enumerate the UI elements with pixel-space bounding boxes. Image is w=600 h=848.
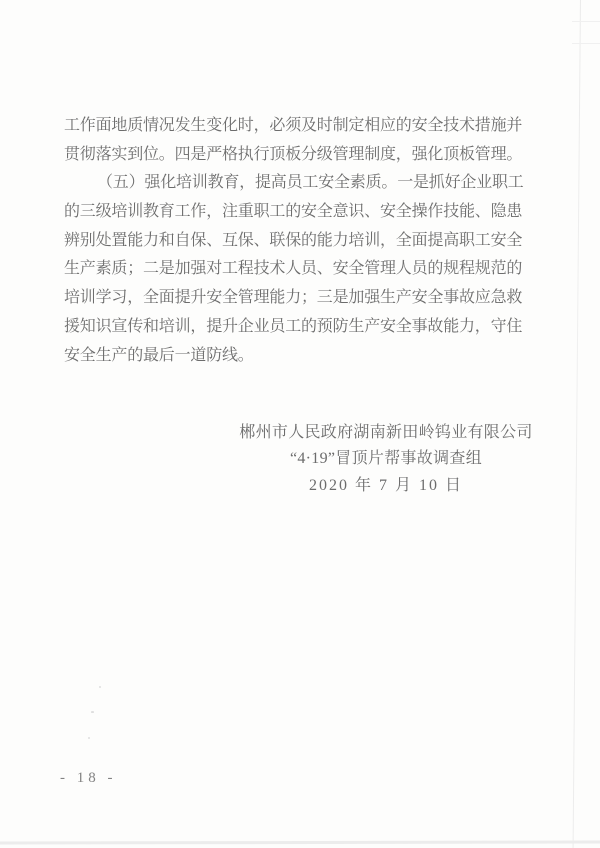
body-line: 的三级培训教育工作，注重职工的安全意识、安全操作技能、隐患 xyxy=(64,203,523,221)
signature-date: 2020 年 7 月 10 日 xyxy=(308,476,463,494)
scan-bottom-edge-line xyxy=(0,840,600,844)
body-line: 辨别处置能力和自保、互保、联保的能力培训，全面提高职工安全 xyxy=(64,231,523,249)
body-line: 援知识宣传和培训，提升企业员工的预防生产安全事故能力，守住 xyxy=(64,317,523,335)
signature-block xyxy=(170,420,600,499)
scan-speck xyxy=(88,737,90,739)
scan-speck xyxy=(91,711,94,713)
signature-investigation-group: “4·19”冒顶片帮事故调查组 xyxy=(289,450,483,468)
document-body xyxy=(64,112,536,370)
body-line: 生产素质；二是加强对工程技术人员、安全管理人员的规程规范的 xyxy=(64,260,523,278)
page-number: - 18 - xyxy=(60,770,117,786)
scan-speck xyxy=(99,686,101,688)
body-line: 安全生产的最后一道防线。 xyxy=(64,346,254,364)
body-line: （五）强化培训教育，提高员工安全素质。一是抓好企业职工 xyxy=(97,174,524,192)
body-line: 贯彻落实到位。四是严格执行顶板分级管理制度，强化顶板管理。 xyxy=(64,145,523,163)
signature-organization: 郴州市人民政府湖南新田岭钨业有限公司 xyxy=(239,424,533,441)
body-line: 工作面地质情况发生变化时，必须及时制定相应的安全技术措施并 xyxy=(64,117,523,134)
body-line: 培训学习，全面提升安全管理能力；三是加强生产安全事故应急救 xyxy=(64,289,523,307)
scan-edge-artifact xyxy=(572,21,600,22)
scan-edge-artifact xyxy=(572,43,600,44)
